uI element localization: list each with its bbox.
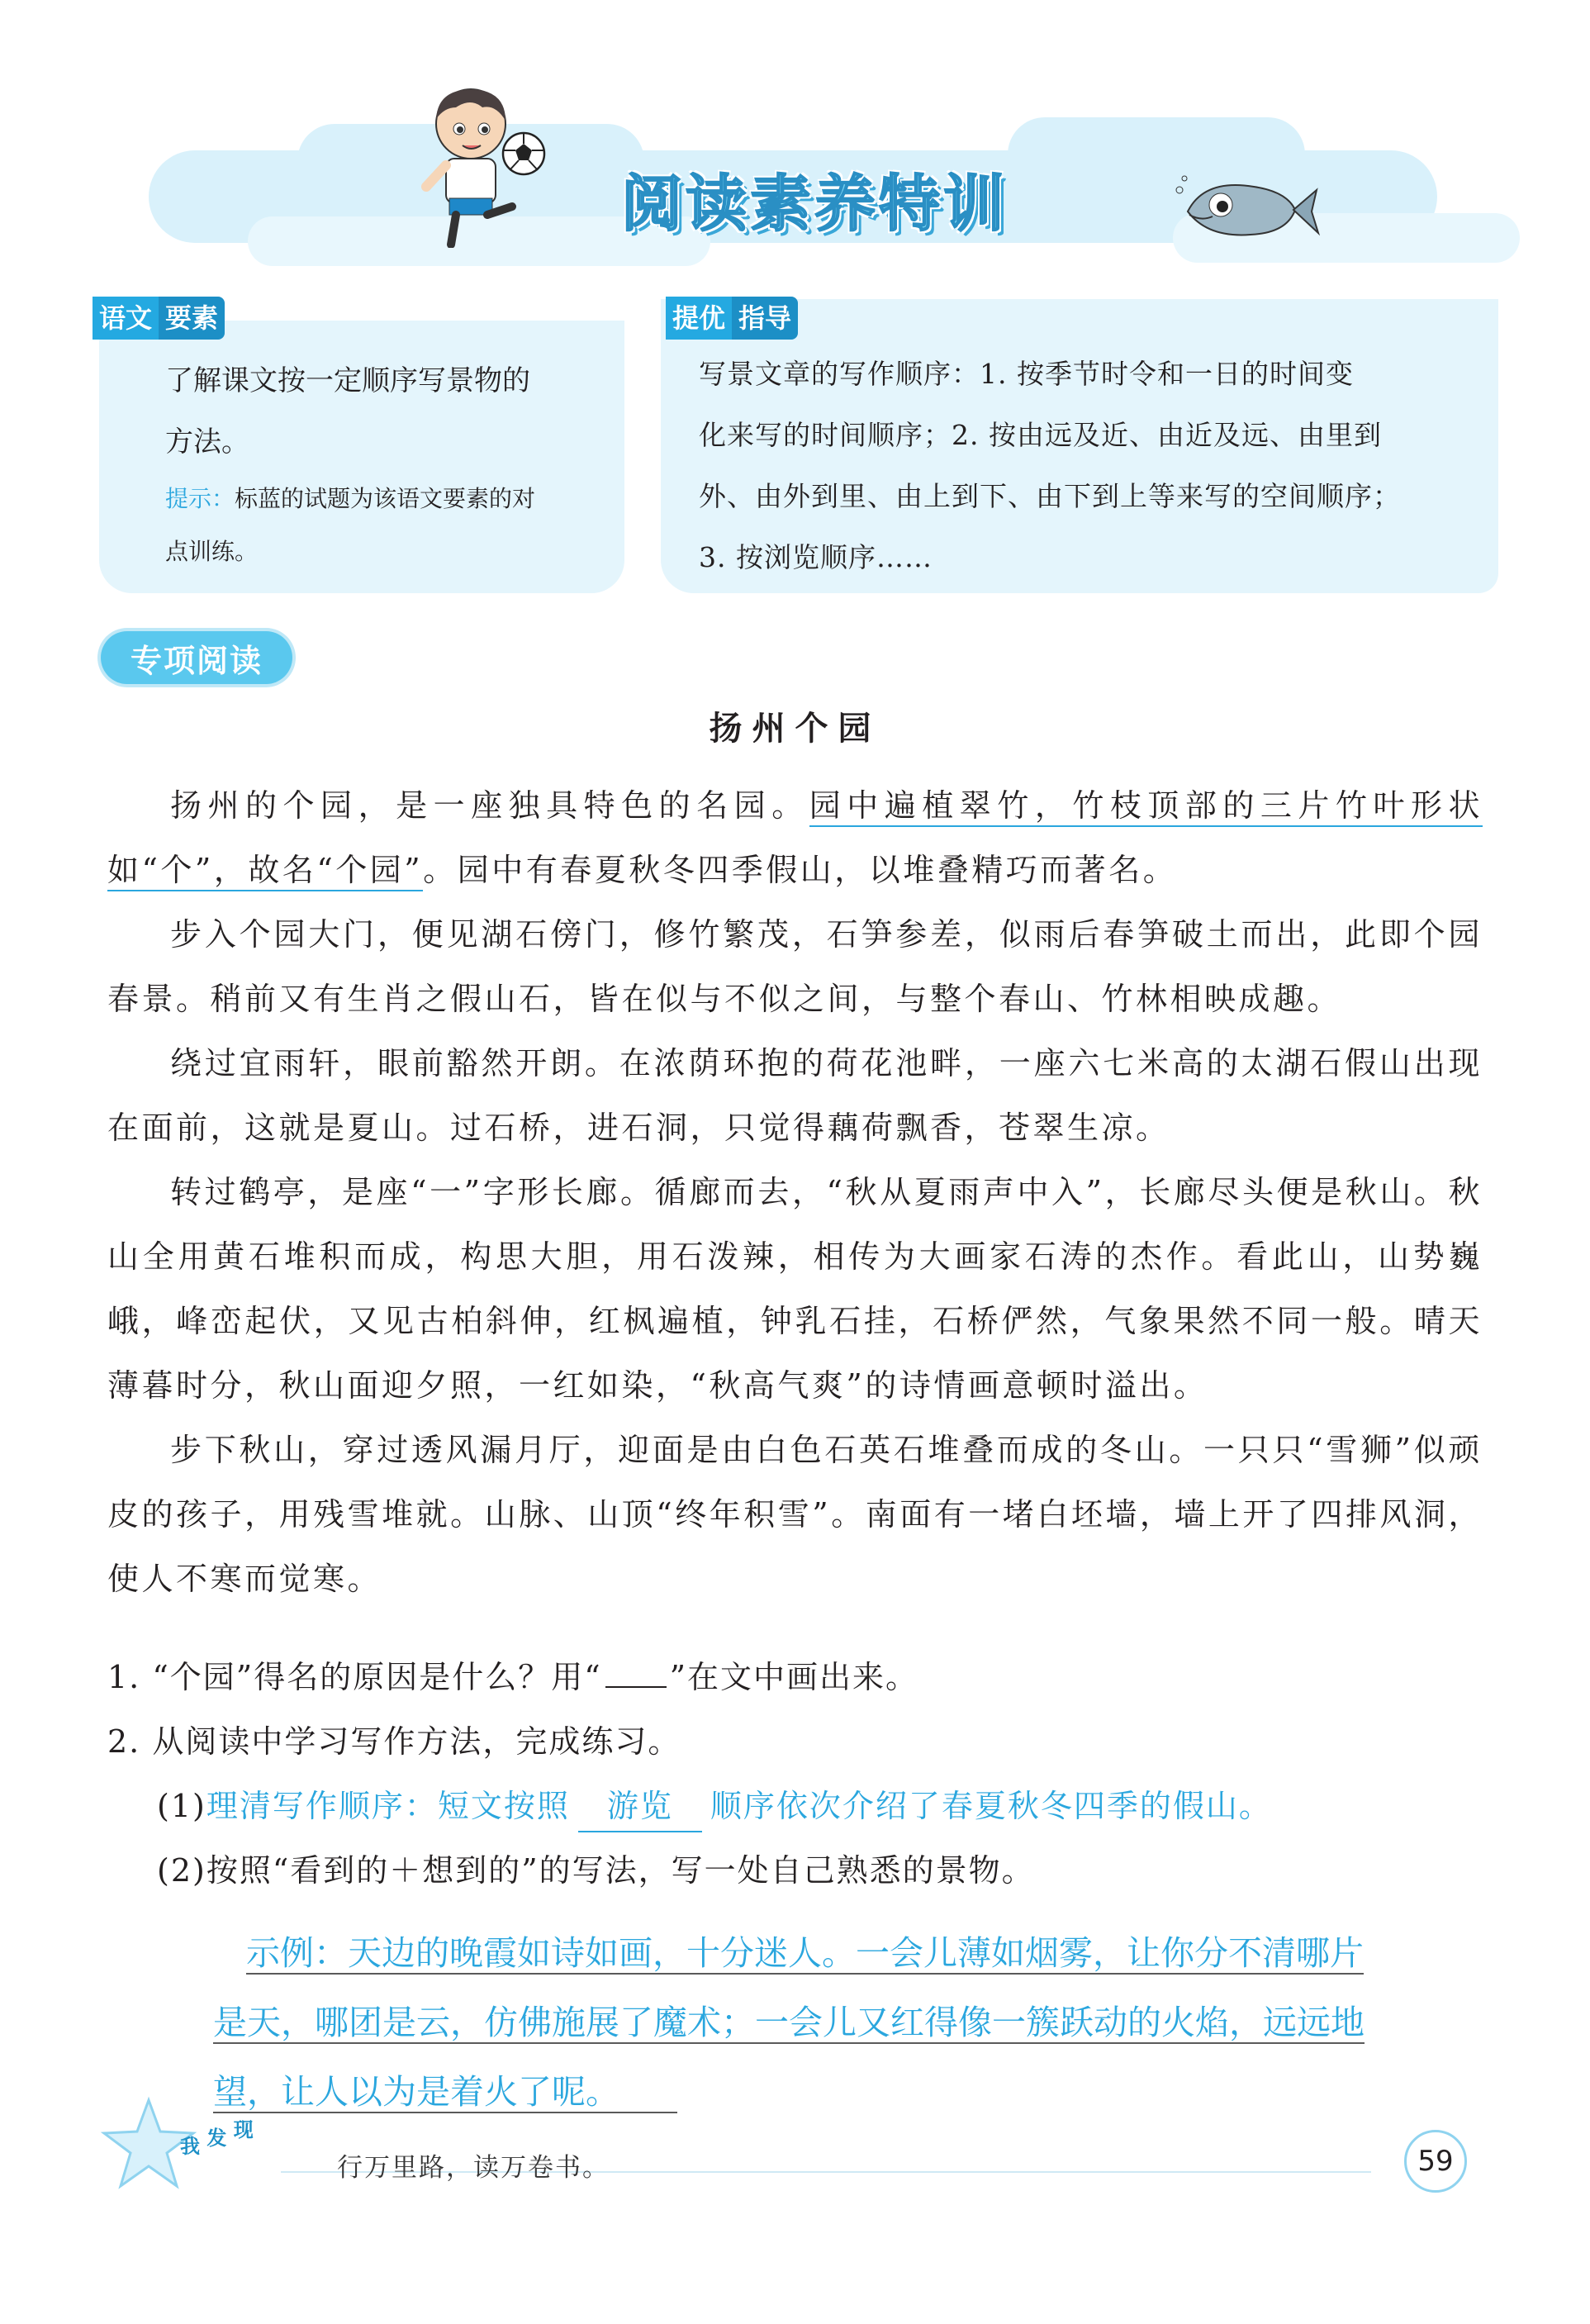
- question-2-1: (1)理清写作顺序：短文按照 游览 顺序依次介绍了春夏秋冬四季的假山。: [157, 1781, 1272, 1832]
- question-2: 2. 从阅读中学习写作方法，完成练习。: [107, 1723, 681, 1760]
- element-box-content: 了解课文按一定顺序写景物的 方法。: [165, 364, 530, 459]
- paragraph-3: 绕过宜雨轩，眼前豁然开朗。在浓荫环抱的荷花池畔，一座六七米高的太湖石假山出现在面前，这就是夏山。过石桥，进石洞，只觉得藕荷飘香，苍翠生凉。: [107, 1045, 1483, 1146]
- article-body: [107, 773, 1483, 1611]
- paragraph-5: 步下秋山，穿过透风漏月厅，迎面是由白色石英石堆叠而成的冬山。一只只“雪狮”似顽皮的孩子，用残雪堆就。山脉、山顶“终年积雪”。南面有一堵白坯墙，墙上开了四排风洞，使人不寒而觉寒。: [107, 1432, 1483, 1597]
- question-1: 1. “个园”得名的原因是什么？用“ ”在文中画出来。: [107, 1659, 919, 1695]
- underline-blank: [605, 1661, 667, 1688]
- paragraph-1: 扬州的个园，是一座独具特色的名园。园中遍植翠竹，竹枝顶部的三片竹叶形状如“个”，故名“个园”。园中有春夏秋冬四季假山，以堆叠精巧而著名。: [107, 773, 1483, 902]
- answer-block: [213, 1918, 1475, 2127]
- cartoon-fish-illustration: [1171, 162, 1320, 253]
- answer-fill-blank: 游览: [578, 1781, 702, 1832]
- element-box-hint: 提示：标蓝的试题为该语文要素的对 点训练。: [165, 485, 536, 565]
- underlined-answer: 园中遍植翠竹，竹枝顶部的三片竹叶形状如“个”，故名“个园”: [107, 787, 1483, 891]
- paragraph-4: 转过鹤亭，是座“一”字形长廊。循廊而去，“秋从夏雨声中入”，长廊尽头便是秋山。秋山全用黄石堆积而成，构思大胆，用石泼辣，相传为大画家石涛的杰作。看此山，山势巍峨，峰峦起伏，又见古柏斜伸，红枫遍植，钟乳石挂，石桥俨然，气象果然不同一般。晴天薄暮时分，秋山面迎夕照，一红如染，“秋高气爽”的诗情画意顿时溢出。: [107, 1174, 1483, 1404]
- guide-box-content: 写景文章的写作顺序：1. 按季节时令和一日的时间变 化来写的时间顺序；2. 按由远及近、由近及远、由里到 外、由外到里、由上到下、由下到上等来写的空间顺序； 3. 按浏览顺序……: [699, 358, 1401, 573]
- paragraph-2: 步入个园大门，便见湖石傍门，修竹繁茂，石笋参差，似雨后春笋破土而出，此即个园春景。稍前又有生肖之假山石，皆在似与不似之间，与整个春山、竹林相映成趣。: [107, 916, 1483, 1017]
- answer-line-3: 望，让人以为是着火了呢。: [213, 2072, 677, 2113]
- answer-line-2: 是天，哪团是云，仿佛施展了魔术；一会儿又红得像一簇跃动的火焰，远远地: [213, 2003, 1365, 2042]
- hint-label: 提示：: [165, 485, 235, 512]
- page-number: 59: [1404, 2130, 1467, 2193]
- footer-motto: 行万里路，读万卷书。: [337, 2153, 610, 2183]
- answer-line-1: 示例：天边的晚霞如诗如画，十分迷人。一会儿薄如烟雾，让你分不清哪片: [246, 1933, 1364, 1973]
- soccer-ball-icon: [501, 131, 547, 177]
- guide-box-tag: 提优 指导: [666, 296, 798, 340]
- section-tag: 专项阅读: [101, 631, 292, 684]
- footer-badge: 我 发 现: [180, 2118, 254, 2158]
- article-title: 扬州个园: [709, 710, 881, 748]
- banner-title: 阅读素养特训: [621, 169, 1008, 240]
- question-2-2: (2)按照“看到的＋想到的”的写法，写一处自己熟悉的景物。: [157, 1852, 1035, 1889]
- element-box-tag: 语文 要素: [93, 296, 225, 340]
